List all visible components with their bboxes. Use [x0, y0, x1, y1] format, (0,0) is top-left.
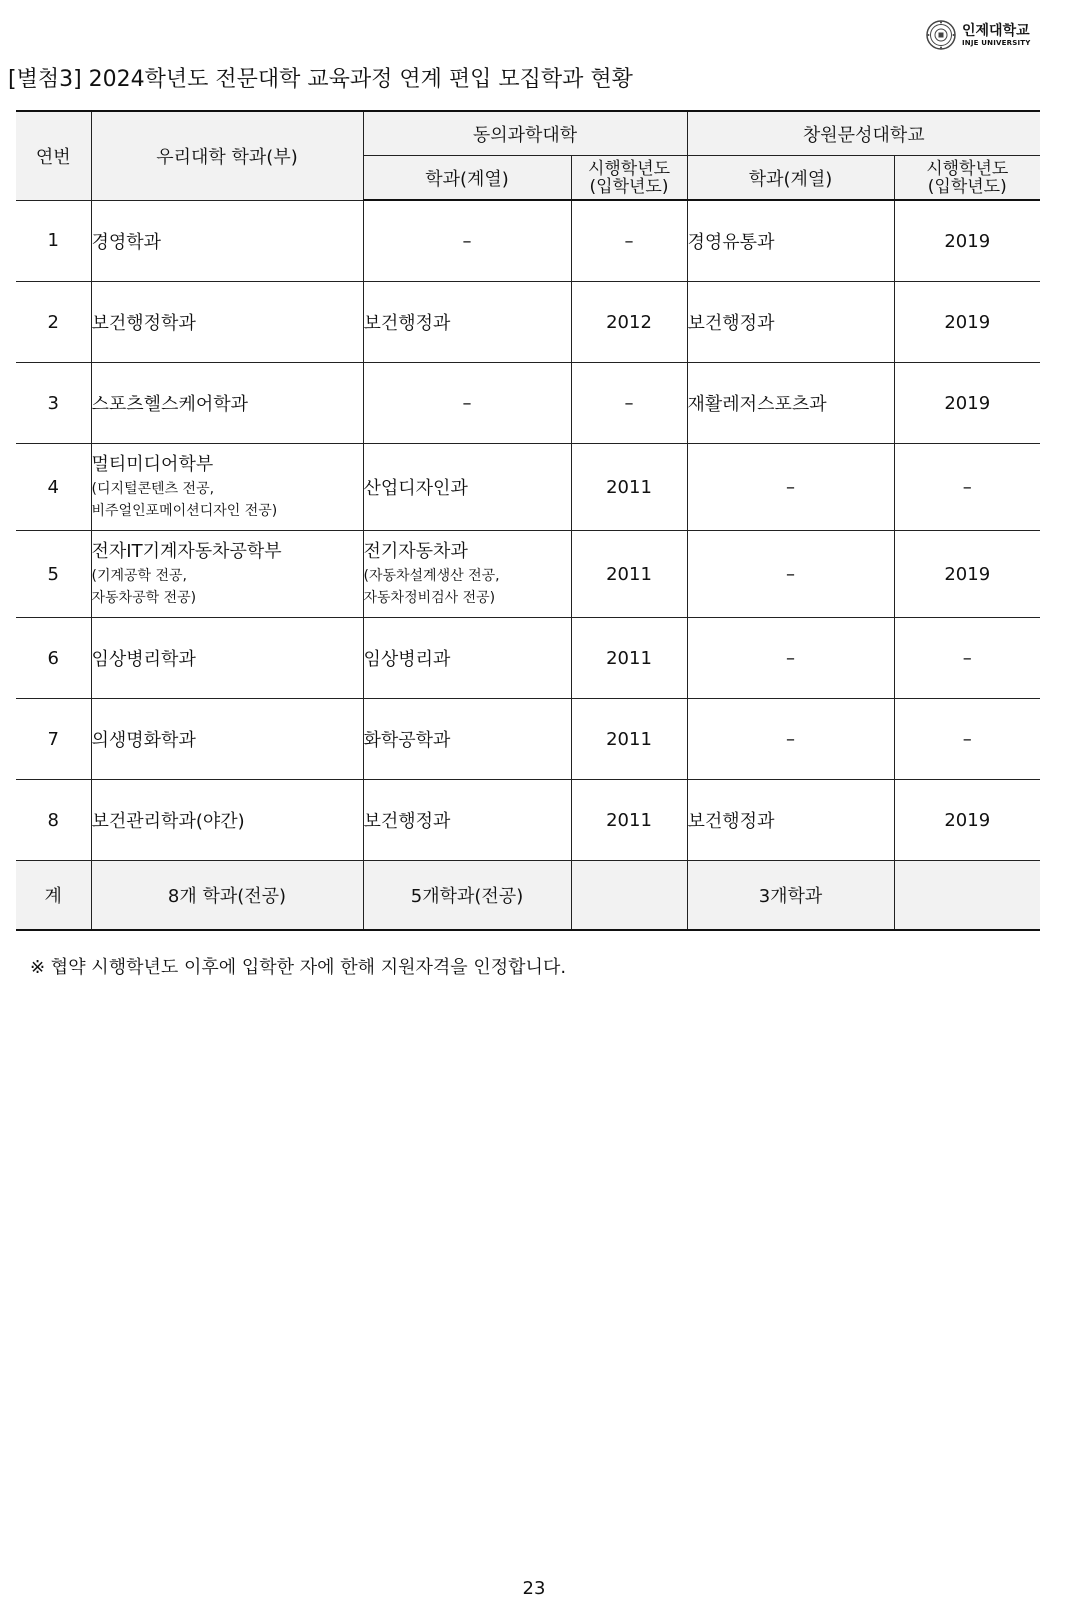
cell-a-year: – — [571, 200, 687, 282]
header-b-dept: 학과(계열) — [687, 156, 894, 201]
cell-a-dept: 보건행정과 — [363, 780, 571, 861]
cell-b-year: – — [894, 444, 1040, 531]
header-a-year: 시행학년도 (입학년도) — [571, 156, 687, 201]
header-our-dept: 우리대학 학과(부) — [91, 111, 363, 200]
dept-major-line: (디지털콘텐츠 전공, — [91, 481, 215, 497]
cell-no: 6 — [16, 618, 91, 699]
cell-a-year: 2011 — [571, 444, 687, 531]
header-a-dept: 학과(계열) — [363, 156, 571, 201]
total-label: 계 — [16, 861, 91, 931]
logo-text-english: INJE UNIVERSITY — [962, 39, 1031, 47]
cell-a-dept: 산업디자인과 — [363, 444, 571, 531]
cell-our-dept: 의생명화학과 — [91, 699, 363, 780]
table-row — [16, 200, 1040, 282]
cell-a-dept — [363, 531, 571, 618]
cell-b-year: – — [894, 699, 1040, 780]
cell-a-year: 2011 — [571, 531, 687, 618]
dept-name: 전자IT기계자동차공학부 — [91, 541, 282, 562]
table-row — [16, 444, 1040, 531]
cell-a-dept: 보건행정과 — [363, 282, 571, 363]
table-row — [16, 699, 1040, 780]
dept-name: 멀티미디어학부 — [91, 454, 214, 475]
university-seal-icon — [926, 20, 956, 50]
cell-our-dept: 경영학과 — [91, 200, 363, 282]
transfer-departments-table — [16, 110, 1040, 931]
cell-b-year: 2019 — [894, 282, 1040, 363]
cell-no: 7 — [16, 699, 91, 780]
table-total-row — [16, 861, 1040, 931]
cell-no: 3 — [16, 363, 91, 444]
cell-our-dept: 스포츠헬스케어학과 — [91, 363, 363, 444]
cell-a-year: 2012 — [571, 282, 687, 363]
cell-no: 5 — [16, 531, 91, 618]
table-row — [16, 618, 1040, 699]
cell-b-year: 2019 — [894, 363, 1040, 444]
university-logo — [926, 18, 1042, 54]
cell-no: 2 — [16, 282, 91, 363]
logo-text-korean: 인제대학교 — [962, 23, 1030, 39]
cell-no: 4 — [16, 444, 91, 531]
table-row — [16, 363, 1040, 444]
total-our-dept: 8개 학과(전공) — [91, 861, 363, 931]
total-b-dept: 3개학과 — [687, 861, 894, 931]
header-college-b: 창원문성대학교 — [687, 111, 1040, 156]
total-a-dept: 5개학과(전공) — [363, 861, 571, 931]
table-row — [16, 780, 1040, 861]
cell-b-year: – — [894, 618, 1040, 699]
total-a-year — [571, 861, 687, 931]
cell-a-year: – — [571, 363, 687, 444]
cell-our-dept — [91, 531, 363, 618]
cell-b-year: 2019 — [894, 200, 1040, 282]
page-number: 23 — [522, 1578, 546, 1599]
dept-name: 전기자동차과 — [363, 541, 468, 562]
cell-b-year: 2019 — [894, 531, 1040, 618]
cell-our-dept: 임상병리학과 — [91, 618, 363, 699]
header-b-year: 시행학년도 (입학년도) — [894, 156, 1040, 201]
cell-no: 1 — [16, 200, 91, 282]
dept-major-line: 비주얼인포메이션디자인 전공) — [91, 503, 278, 519]
header-college-a: 동의과학대학 — [363, 111, 687, 156]
cell-a-dept: – — [363, 200, 571, 282]
cell-b-dept: 경영유통과 — [687, 200, 894, 282]
cell-b-dept: 보건행정과 — [687, 282, 894, 363]
cell-a-year: 2011 — [571, 699, 687, 780]
table-row — [16, 531, 1040, 618]
dept-major-line: (자동차설계생산 전공, — [363, 568, 500, 584]
cell-b-dept: 재활레저스포츠과 — [687, 363, 894, 444]
cell-a-dept: 임상병리과 — [363, 618, 571, 699]
table-row — [16, 282, 1040, 363]
dept-major-line: 자동차정비검사 전공) — [363, 590, 496, 606]
cell-b-dept: – — [687, 618, 894, 699]
page-title: [별첨3] 2024학년도 전문대학 교육과정 연계 편입 모집학과 현황 — [8, 67, 633, 92]
cell-a-year: 2011 — [571, 618, 687, 699]
cell-b-dept: 보건행정과 — [687, 780, 894, 861]
cell-our-dept — [91, 444, 363, 531]
cell-b-dept: – — [687, 699, 894, 780]
cell-our-dept: 보건관리학과(야간) — [91, 780, 363, 861]
cell-b-dept: – — [687, 531, 894, 618]
cell-no: 8 — [16, 780, 91, 861]
dept-major-line: (기계공학 전공, — [91, 568, 188, 584]
cell-b-dept: – — [687, 444, 894, 531]
cell-a-year: 2011 — [571, 780, 687, 861]
cell-b-year: 2019 — [894, 780, 1040, 861]
header-no: 연번 — [16, 111, 91, 200]
dept-major-line: 자동차공학 전공) — [91, 590, 197, 606]
cell-a-dept: – — [363, 363, 571, 444]
total-b-year — [894, 861, 1040, 931]
cell-our-dept: 보건행정학과 — [91, 282, 363, 363]
cell-a-dept: 화학공학과 — [363, 699, 571, 780]
footnote: ※ 협약 시행학년도 이후에 입학한 자에 한해 지원자격을 인정합니다. — [30, 957, 567, 978]
